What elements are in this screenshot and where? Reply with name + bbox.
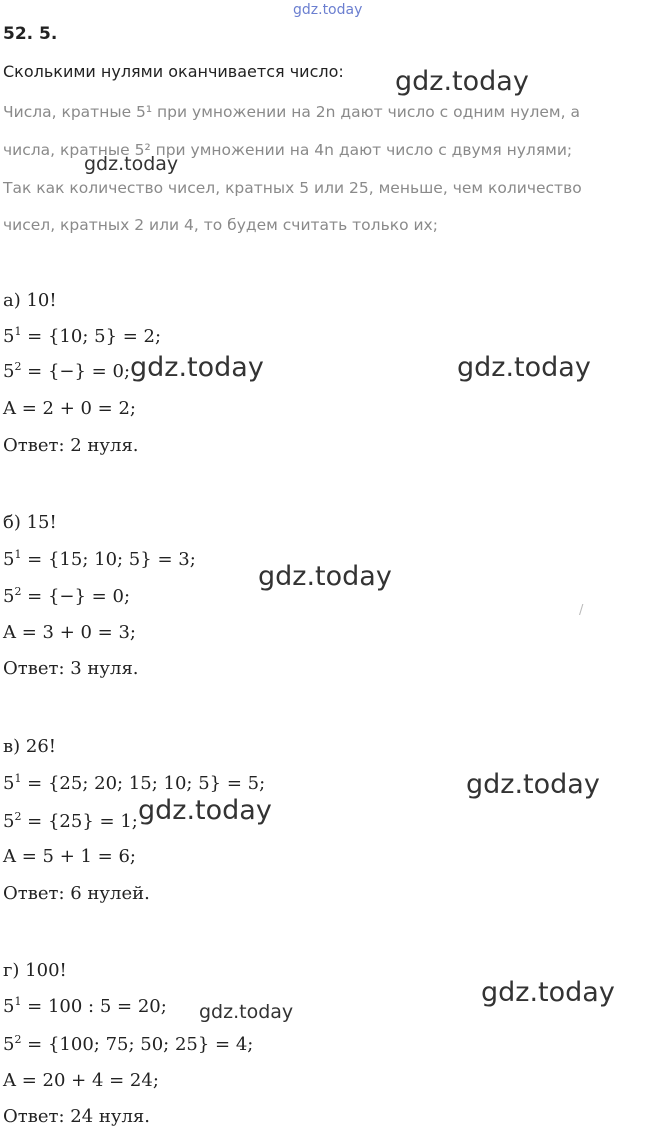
part-a-power1: $5^1 = \{10$; 5} = 2; xyxy=(3,325,162,347)
explanation-line-1: Числа, кратные 5¹ при умножении на 2n дают число с одним нулем, а xyxy=(3,103,580,121)
part-a-answer: Ответ: 2 нуля. xyxy=(3,435,139,456)
part-d-answer: Ответ: 24 нуля. xyxy=(3,1106,150,1127)
watermark-4: gdz.today xyxy=(457,352,591,383)
part-d-sum: A = 20 + 4 = 24; xyxy=(3,1070,159,1091)
part-c-answer: Ответ: 6 нулей. xyxy=(3,883,150,904)
part-a-power2: $5^2$ = {−} = 0; xyxy=(3,360,131,382)
part-d-power2: $5^2 = \{100$; 75; 50; 25} = 4; xyxy=(3,1033,254,1055)
part-a-label: а) 10! xyxy=(3,290,57,311)
part-b-sum: A = 3 + 0 = 3; xyxy=(3,622,136,643)
part-b-power1: $5^1 = \{15$; 10; 5} = 3; xyxy=(3,548,196,570)
watermark-3: gdz.today xyxy=(130,352,264,383)
part-b-power2: $5^2$ = {−} = 0; xyxy=(3,585,131,607)
watermark-9: gdz.today xyxy=(199,1001,294,1023)
part-b-label: б) 15! xyxy=(3,512,57,533)
watermark-8: gdz.today xyxy=(481,977,615,1008)
part-c-sum: A = 5 + 1 = 6; xyxy=(3,846,136,867)
watermark-5: gdz.today xyxy=(258,561,392,592)
part-a-sum: A = 2 + 0 = 2; xyxy=(3,398,136,419)
part-c-power1: $5^1 = \{25$; 20; 15; 10; 5} = 5; xyxy=(3,772,266,794)
part-c-power2: $5^2 = \{25\} = 1$; xyxy=(3,810,138,832)
part-c-label: в) 26! xyxy=(3,736,57,757)
problem-heading: Сколькими нулями оканчивается число: xyxy=(3,62,344,81)
explanation-line-3: Так как количество чисел, кратных 5 или 25, меньше, чем количество xyxy=(3,179,582,197)
watermark-top: gdz.today xyxy=(293,2,363,18)
watermark-7: gdz.today xyxy=(138,795,272,826)
explanation-line-2: числа, кратные 5² при умножении на 4n дают число с двумя нулями; xyxy=(3,141,573,159)
problem-number: 52. 5. xyxy=(3,24,58,44)
watermark-1: gdz.today xyxy=(395,66,529,97)
part-d-label: г) 100! xyxy=(3,960,67,981)
part-b-answer: Ответ: 3 нуля. xyxy=(3,658,139,679)
stray-mark: / xyxy=(579,603,584,618)
watermark-2: gdz.today xyxy=(84,153,179,175)
watermark-6: gdz.today xyxy=(466,769,600,800)
part-d-power1: $5^1 = 100$ : 5 = 20; xyxy=(3,995,167,1017)
explanation-line-4: чисел, кратных 2 или 4, то будем считать только их; xyxy=(3,216,438,234)
